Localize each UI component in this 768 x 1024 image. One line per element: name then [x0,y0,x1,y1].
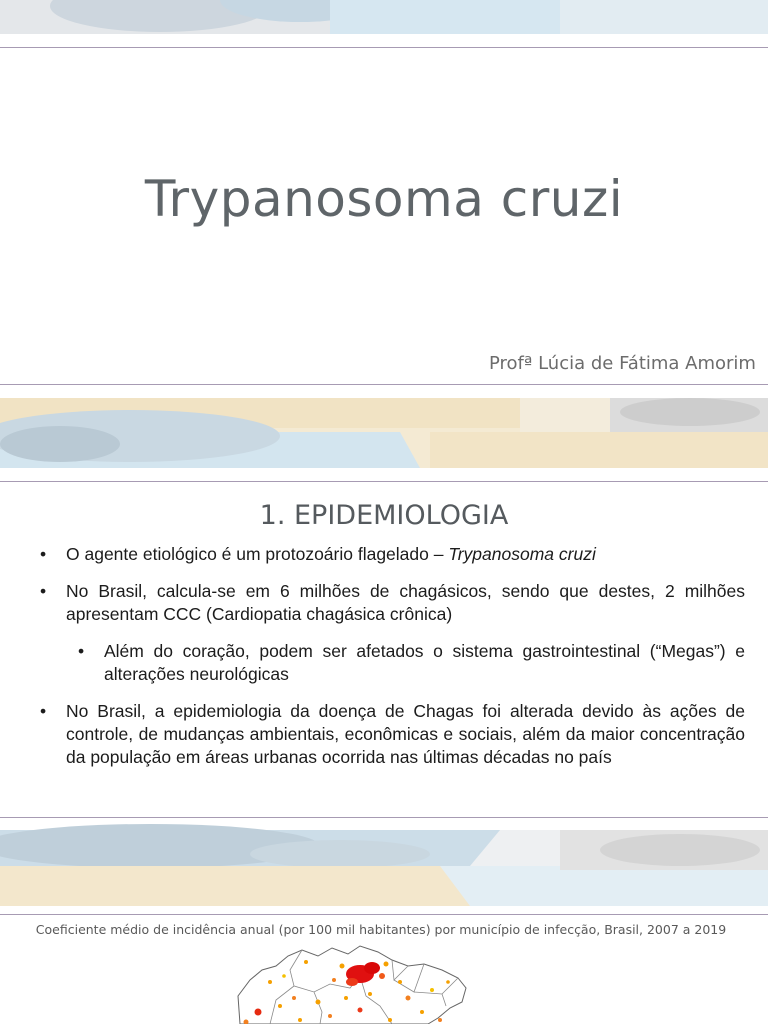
top-rule [0,481,768,482]
map-slide [0,912,768,1024]
top-rule [0,914,768,915]
author-name: Profª Lúcia de Fátima Amorim [489,353,756,374]
decorative-band [0,392,768,474]
title-slide [0,40,768,392]
brazil-incidence-map-icon [210,936,480,1024]
bullet-text: O agente etiológico é um protozoário flagelado – [66,544,449,564]
bullet-item [40,543,745,566]
bullet-text: Além do coração, podem ser afetados o sistema gastrointestinal (“Megas”) e alterações neurológicas [104,641,745,684]
bullet-emphasis: Trypanosoma cruzi [448,544,596,564]
epidemiology-slide [0,474,768,824]
decorative-band [0,824,768,912]
bullet-list [40,543,745,769]
bullet-item [40,700,745,769]
bullet-text: No Brasil, calcula-se em 6 milhões de chagásicos, sendo que destes, 2 milhões apresentam CCC (Cardiopatia chagásica crônica) [66,581,745,624]
bullet-icon: • [78,641,85,661]
bottom-rule [0,384,768,385]
bullet-icon: • [40,701,47,721]
top-decorative-band [0,0,768,40]
bullet-icon: • [40,581,47,601]
bottom-rule [0,817,768,818]
figure-caption: Coeficiente médio de incidência anual (por 100 mil habitantes) por município de infecção, Brasil, 2007 a 2019 [35,922,727,937]
bullet-item [40,580,745,626]
bullet-icon: • [40,544,47,564]
sub-bullet-item [78,640,745,686]
top-rule [0,47,768,48]
slide-title: Trypanosoma cruzi [144,170,624,228]
bullet-text: No Brasil, a epidemiologia da doença de Chagas foi alterada devido às ações de controle, de mudanças ambientais, econômicas e sociais, além da maior concentração da população em áreas urbanas ocorrida nas últimas décadas no país [66,701,745,767]
slide-heading: 1. EPIDEMIOLOGIA [259,500,509,531]
